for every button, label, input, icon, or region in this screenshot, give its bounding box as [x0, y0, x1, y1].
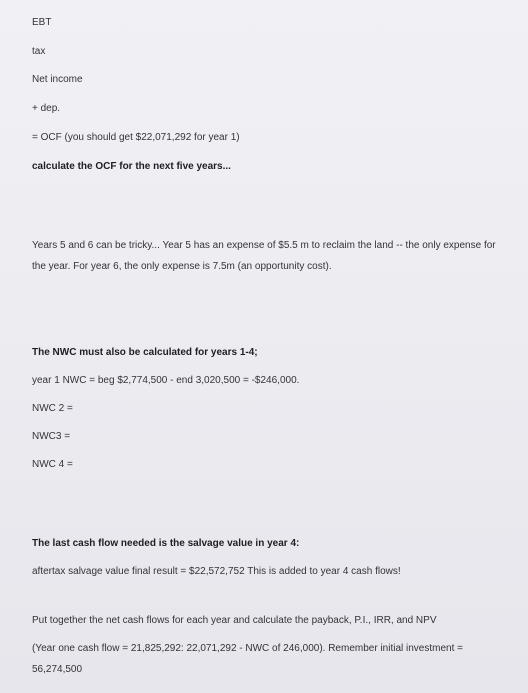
nwc3-line: NWC3 = [32, 431, 71, 442]
salvage-heading: The last cash flow needed is the salvage value in year 4: [32, 538, 300, 549]
depreciation-label: + dep. [32, 103, 61, 114]
ocf-line: = OCF (you should get $22,071,292 for year 1) [32, 132, 240, 143]
ocf-heading: calculate the OCF for the next five years... [32, 161, 231, 172]
final-note-paragraph: (Year one cash flow = 21,825,292: 22,071,292 - NWC of 246,000). Remember initial investment = 56,274,500 [32, 643, 463, 675]
tax-label: tax [32, 46, 46, 57]
final-instruction-line: Put together the net cash flows for each year and calculate the payback, P.I., IRR, and NPV [32, 615, 437, 626]
years-paragraph: Years 5 and 6 can be tricky... Year 5 has an expense of $5.5 m to reclaim the land -- the only expense for the year. For year 6, the only expense is 7.5m (an opportunity cost). [32, 240, 496, 272]
ebt-label: EBT [32, 17, 52, 28]
nwc-heading: The NWC must also be calculated for years 1-4; [32, 347, 258, 358]
nwc-year1-line: year 1 NWC = beg $2,774,500 - end 3,020,500 = -$246,000. [32, 375, 300, 386]
net-income-label: Net income [32, 74, 83, 85]
nwc2-line: NWC 2 = [32, 403, 73, 414]
salvage-result-line: aftertax salvage value final result = $22,572,752 This is added to year 4 cash flows! [32, 566, 401, 577]
nwc4-line: NWC 4 = [32, 459, 73, 470]
